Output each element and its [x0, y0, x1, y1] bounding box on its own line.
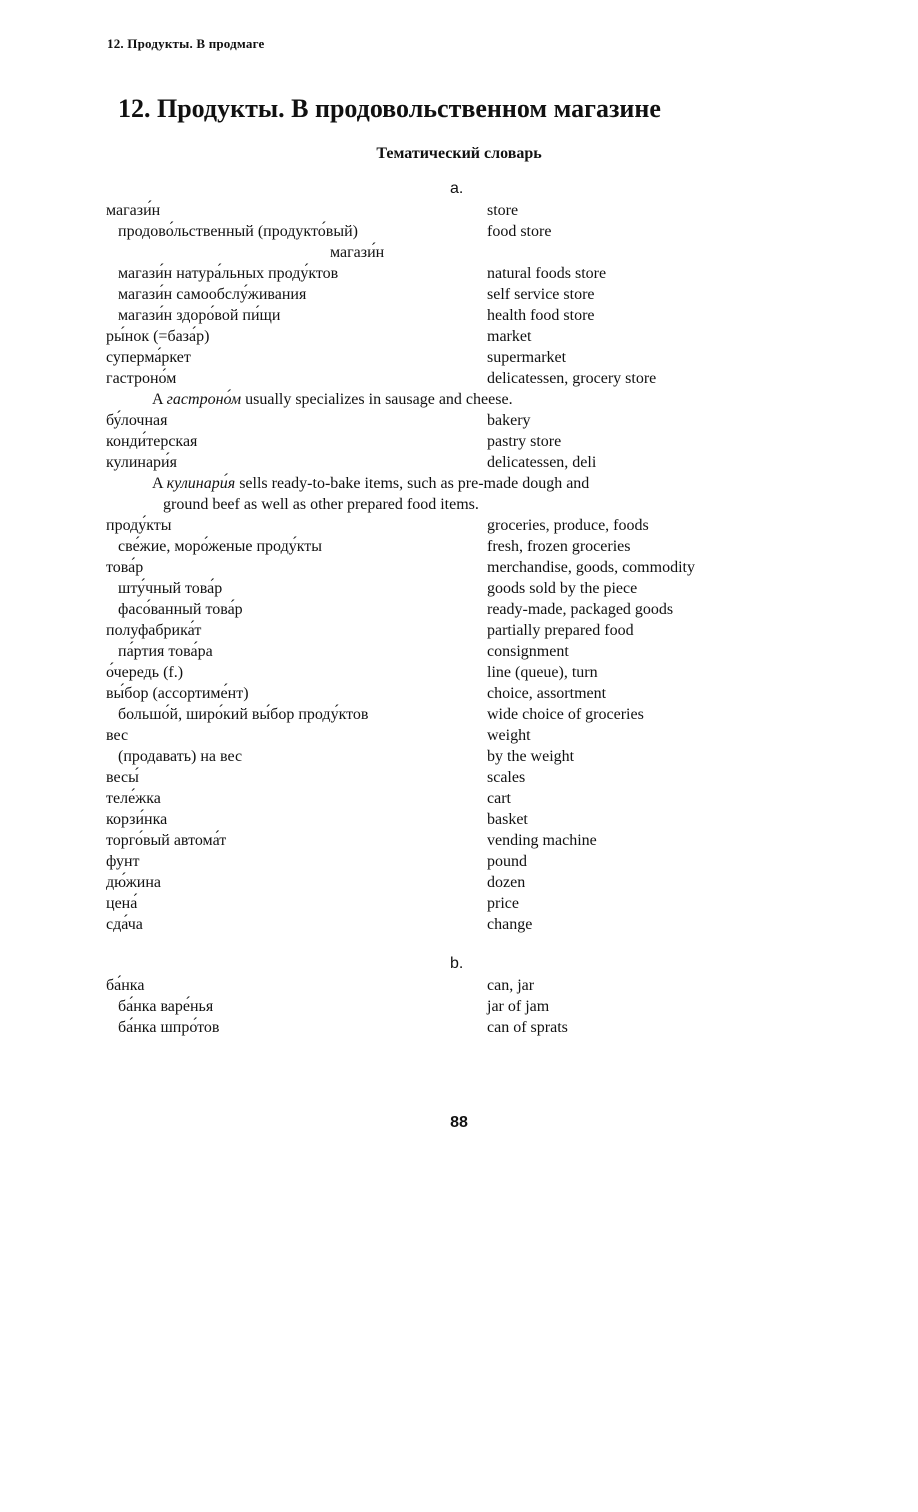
vocab-entry	[0, 914, 918, 935]
english-translation: merchandise, goods, commodity	[487, 559, 695, 576]
russian-term-text: ба́нка	[106, 977, 145, 994]
english-translation: choice, assortment	[487, 685, 607, 702]
note-prefix: A	[152, 391, 163, 408]
vocab-entry	[0, 662, 918, 683]
russian-term-text: корзи́нка	[106, 811, 168, 828]
english-translation: can of sprats	[487, 1019, 568, 1036]
vocab-entry	[0, 809, 918, 830]
note-term: гастроно́м	[166, 391, 242, 408]
vocab-entry	[0, 452, 918, 473]
page-number: 88	[450, 1114, 468, 1131]
russian-term-text: конди́терская	[106, 433, 198, 450]
russian-term-text: торго́вый автома́т	[106, 832, 227, 849]
english-translation: pastry store	[487, 433, 562, 450]
russian-term-text: магази́н самообслу́живания	[118, 286, 307, 303]
english-translation: can, jar	[487, 977, 535, 994]
russian-term-text: теле́жка	[106, 790, 161, 807]
russian-term-text: продово́льственный (продукто́вый)	[118, 223, 358, 240]
vocab-entry	[0, 683, 918, 704]
vocab-entry	[0, 347, 918, 368]
russian-term	[106, 851, 140, 872]
vocab-entry	[0, 578, 918, 599]
vocab-entry	[0, 536, 918, 557]
russian-term	[106, 515, 172, 536]
english-translation: price	[487, 895, 519, 912]
russian-term	[118, 1017, 219, 1038]
russian-term-text: ры́нок (=база́р)	[106, 328, 210, 345]
english-translation: vending machine	[487, 832, 597, 849]
russian-term-text: о́чередь (f.)	[106, 664, 184, 681]
russian-term	[118, 578, 222, 599]
section-subtitle: Тематический словарь	[376, 145, 542, 162]
russian-term	[118, 996, 213, 1017]
english-translation: market	[487, 328, 532, 345]
vocab-entry	[0, 284, 918, 305]
vocab-entry	[0, 872, 918, 893]
vocab-entry	[0, 599, 918, 620]
english-translation: line (queue), turn	[487, 664, 598, 681]
english-translation: scales	[487, 769, 526, 786]
russian-term	[106, 326, 209, 347]
chapter-title: 12. Продукты. В продовольственном магазине	[118, 94, 661, 123]
english-translation: supermarket	[487, 349, 567, 366]
russian-term	[118, 746, 242, 767]
vocab-entry	[0, 746, 918, 767]
russian-term	[106, 683, 249, 704]
russian-term-text: большо́й, широ́кий вы́бор проду́ктов	[118, 706, 369, 723]
note-text: usually specializes in sausage and cheese.	[245, 391, 513, 408]
russian-term-text: па́ртия това́ра	[118, 643, 213, 660]
section-b-label: b.	[450, 955, 464, 972]
english-translation: wide choice of groceries	[487, 706, 644, 723]
vocab-entry	[0, 893, 918, 914]
vocab-entry	[0, 725, 918, 746]
english-translation: pound	[487, 853, 527, 870]
russian-term-text: фунт	[106, 853, 140, 870]
russian-term-text: дю́жина	[106, 874, 161, 891]
english-translation: ready-made, packaged goods	[487, 601, 674, 618]
vocab-entry	[0, 975, 918, 996]
russian-term	[106, 872, 161, 893]
russian-term	[106, 347, 191, 368]
running-head: 12. Продукты. В продмаге	[107, 36, 265, 51]
russian-term	[118, 263, 338, 284]
russian-term-text: ба́нка шпро́тов	[118, 1019, 220, 1036]
vocab-list-b	[0, 975, 918, 1038]
vocab-entry	[0, 557, 918, 578]
russian-term	[118, 536, 322, 557]
english-translation: partially prepared food	[487, 622, 634, 639]
usage-note	[0, 473, 762, 515]
russian-term-text: магази́н здоро́вой пи́щи	[118, 307, 281, 324]
vocab-list-a	[0, 200, 918, 935]
russian-term-text: гастроно́м	[106, 370, 177, 387]
english-translation: dozen	[487, 874, 526, 891]
usage-note	[0, 389, 762, 410]
vocab-entry	[0, 431, 918, 452]
russian-term-text: (продавать) на вес	[118, 748, 243, 765]
english-translation: health food store	[487, 307, 595, 324]
russian-term	[106, 788, 161, 809]
english-translation: bakery	[487, 412, 531, 429]
russian-term-text: суперма́ркет	[106, 349, 191, 366]
russian-term	[106, 431, 197, 452]
russian-term	[106, 200, 160, 221]
russian-term	[118, 641, 213, 662]
vocab-entry	[0, 767, 918, 788]
russian-term	[106, 975, 144, 996]
russian-term	[118, 305, 280, 326]
english-translation: weight	[487, 727, 531, 744]
note-text-continued: ground beef as well as other prepared food items.	[163, 496, 479, 513]
russian-term	[106, 368, 176, 389]
russian-term-text: ба́нка варе́нья	[118, 998, 214, 1015]
russian-term-text: магази́н натура́льных проду́ктов	[118, 265, 339, 282]
vocab-entry	[0, 1017, 918, 1038]
russian-term-text: фасо́ванный това́р	[118, 601, 243, 618]
russian-term-text: проду́кты	[106, 517, 172, 534]
english-translation: basket	[487, 811, 528, 828]
vocab-entry	[0, 851, 918, 872]
russian-term-text: магази́н	[106, 202, 161, 219]
english-translation: goods sold by the piece	[487, 580, 638, 597]
russian-term	[106, 452, 177, 473]
russian-term-text: вес	[106, 727, 129, 744]
english-translation: consignment	[487, 643, 569, 660]
english-translation: delicatessen, grocery store	[487, 370, 657, 387]
russian-term-text: весы́	[106, 769, 139, 786]
russian-term	[106, 620, 201, 641]
russian-term-continued: магази́н	[330, 244, 385, 261]
vocab-entry	[0, 263, 918, 284]
english-translation: natural foods store	[487, 265, 607, 282]
note-text: sells ready-to-bake items, such as pre-made dough and	[239, 475, 590, 492]
english-translation: by the weight	[487, 748, 575, 765]
russian-term	[106, 893, 137, 914]
russian-term-text: све́жие, моро́женые проду́кты	[118, 538, 323, 555]
english-translation: fresh, frozen groceries	[487, 538, 631, 555]
english-translation: change	[487, 916, 533, 933]
russian-term	[118, 221, 438, 263]
russian-term	[106, 914, 143, 935]
english-translation: food store	[487, 223, 552, 240]
russian-term	[106, 557, 143, 578]
section-a-label: a.	[450, 180, 464, 197]
russian-term	[106, 662, 183, 683]
note-prefix: A	[152, 475, 163, 492]
russian-term-text: бу́лочная	[106, 412, 168, 429]
vocab-entry	[0, 788, 918, 809]
vocab-entry	[0, 996, 918, 1017]
vocab-entry	[0, 704, 918, 725]
vocab-entry	[0, 410, 918, 431]
english-translation: groceries, produce, foods	[487, 517, 649, 534]
vocab-entry	[0, 200, 918, 221]
vocab-entry	[0, 641, 918, 662]
vocab-entry	[0, 326, 918, 347]
russian-term	[106, 830, 226, 851]
russian-term-text: сда́ча	[106, 916, 143, 933]
english-translation: delicatessen, deli	[487, 454, 597, 471]
english-translation: store	[487, 202, 519, 219]
russian-term	[118, 599, 243, 620]
russian-term-text: полуфабрика́т	[106, 622, 202, 639]
russian-term-text: цена́	[106, 895, 138, 912]
vocab-entry	[0, 368, 918, 389]
russian-term	[118, 284, 306, 305]
russian-term	[106, 410, 167, 431]
vocab-entry	[0, 515, 918, 536]
vocab-entry	[0, 305, 918, 326]
russian-term	[106, 767, 139, 788]
russian-term	[106, 725, 128, 746]
russian-term-text: вы́бор (ассортиме́нт)	[106, 685, 249, 702]
english-translation: cart	[487, 790, 511, 807]
note-term: кулинари́я	[166, 475, 236, 492]
vocab-entry	[0, 830, 918, 851]
russian-term-text: това́р	[106, 559, 144, 576]
russian-term	[106, 809, 167, 830]
russian-term-text: шту́чный това́р	[118, 580, 223, 597]
vocab-entry	[0, 620, 918, 641]
russian-term-text: кулинари́я	[106, 454, 177, 471]
vocab-entry	[0, 221, 918, 263]
russian-term	[118, 704, 368, 725]
english-translation: jar of jam	[487, 998, 550, 1015]
english-translation: self service store	[487, 286, 595, 303]
